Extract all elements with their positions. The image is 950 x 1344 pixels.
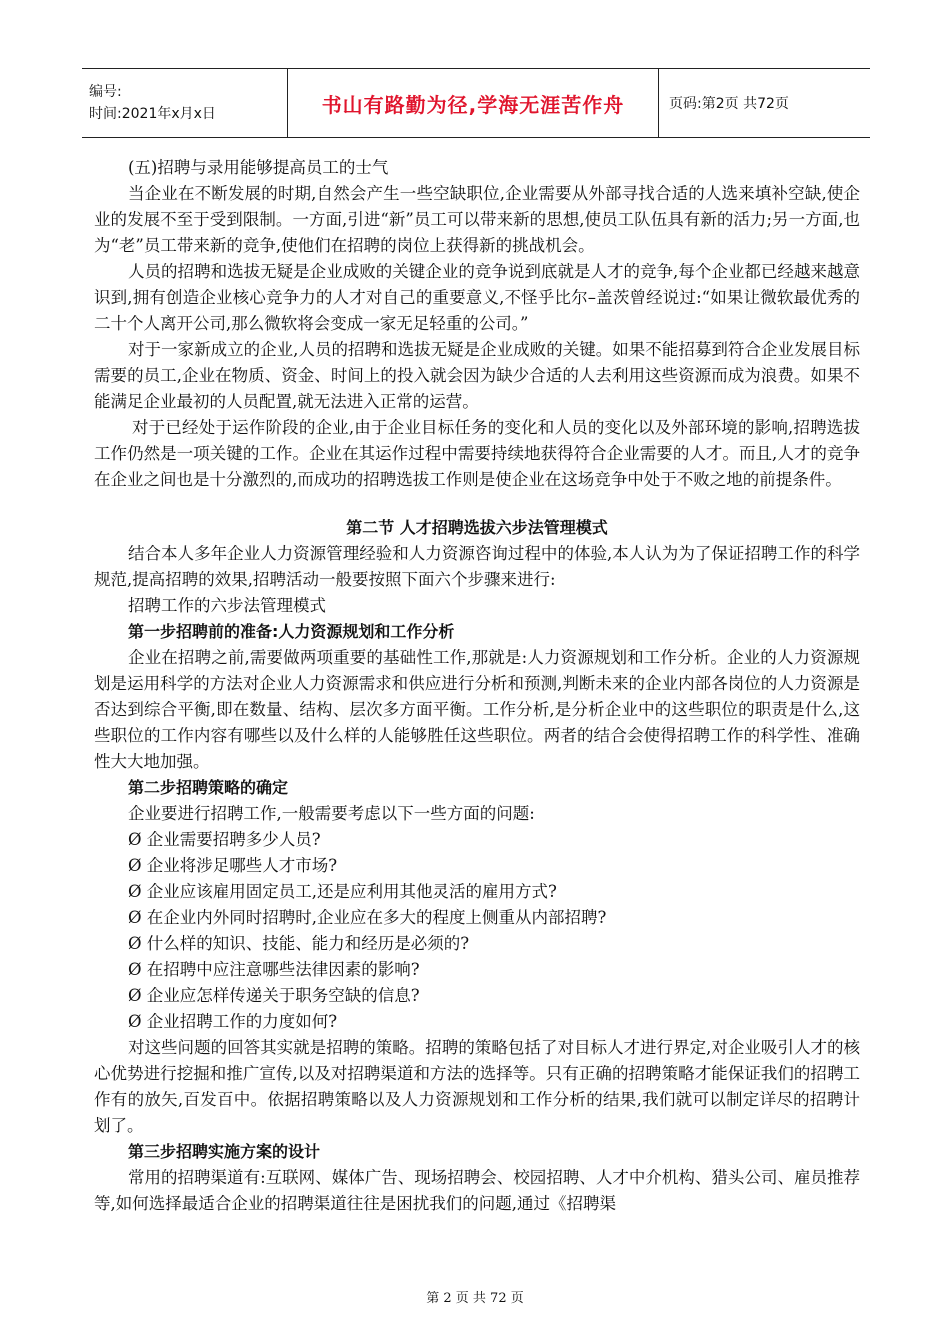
paragraph: 对这些问题的回答其实就是招聘的策略。招聘的策略包括了对目标人才进行界定,对企业吸引人才的核心优势进行挖掘和推广宣传,以及对招聘渠道和方法的选择等。只有正确的招聘策略才能保证我们的招聘工作有的放矢,百发百中。依据招聘策略以及人力资源规划和工作分析的结果,我们就可以制定详尽的招聘计划了。 [94, 1038, 860, 1135]
bullet-item: Ø 什么样的知识、技能、能力和经历是必须的? [128, 934, 470, 953]
header-page-cell [659, 69, 870, 137]
paragraph: 对于已经处于运作阶段的企业,由于企业目标任务的变化和人员的变化以及外部环境的影响,招聘选拔工作仍然是一项关键的工作。企业在其运作过程中需要持续地获得符合企业需要的人才。而且,人才的竞争在企业之间也是十分激烈的,而成功的招聘选拔工作则是使企业在这场竞争中处于不败之地的前提条件。 [94, 418, 860, 489]
header-time-label: 时间:2021年x月x日 [89, 106, 216, 122]
bullet-item: Ø 企业将涉足哪些人才市场? [128, 856, 338, 875]
bullet-item: Ø 在招聘中应注意哪些法律因素的影响? [128, 960, 420, 979]
section-title: 第二节 人才招聘选拔六步法管理模式 [346, 518, 608, 537]
paragraph: 人员的招聘和选拔无疑是企业成败的关键企业的竞争说到底就是人才的竞争,每个企业都已经越来越意识到,拥有创造企业核心竞争力的人才对自己的重要意义,不怪乎比尔–盖茨曾经说过:“如果让微软最优秀的二十个人离开公司,那么微软将会变成一家无足轻重的公司。” [94, 262, 860, 333]
step-heading: 第二步招聘策略的确定 [128, 778, 289, 797]
paragraph: 当企业在不断发展的时期,自然会产生一些空缺职位,企业需要从外部寻找合适的人选来填补空缺,使企业的发展不至于受到限制。一方面,引进“新”员工可以带来新的思想,使员工队伍具有新的活力;另一方面,也为“老”员工带来新的竞争,使他们在招聘的岗位上获得新的挑战机会。 [94, 184, 860, 255]
paragraph: 常用的招聘渠道有:互联网、媒体广告、现场招聘会、校园招聘、人才中介机构、猎头公司、雇员推荐等,如何选择最适合企业的招聘渠道往往是困扰我们的问题,通过《招聘渠 [94, 1168, 860, 1213]
paragraph: 对于一家新成立的企业,人员的招聘和选拔无疑是企业成败的关键。如果不能招募到符合企业发展目标需要的员工,企业在物质、资金、时间上的投入就会因为缺少合适的人去利用这些资源而成为浪费。如果不能满足企业最初的人员配置,就无法进入正常的运营。 [94, 340, 860, 411]
bullet-item: Ø 企业需要招聘多少人员? [128, 830, 321, 849]
document-body [94, 155, 860, 1217]
page-header [82, 68, 870, 138]
step-heading: 第三步招聘实施方案的设计 [128, 1142, 321, 1161]
page-footer: 第 2 页 共 72 页 [426, 1291, 524, 1306]
paragraph: 企业要进行招聘工作,一般需要考虑以下一些方面的问题: [128, 804, 535, 823]
header-meta [82, 69, 288, 137]
bullet-item: Ø 企业应该雇用固定员工,还是应利用其他灵活的雇用方式? [128, 882, 557, 901]
paragraph: 企业在招聘之前,需要做两项重要的基础性工作,那就是:人力资源规划和工作分析。企业的人力资源规划是运用科学的方法对企业人力资源需求和供应进行分析和预测,判断未来的企业内部各岗位的人力资源是否达到综合平衡,即在数量、结构、层次多方面平衡。工作分析,是分析企业中的这些职位的职责是什么,这些职位的工作内容有哪些以及什么样的人能够胜任这些职位。两者的结合会使得招聘工作的科学性、准确性大大地加强。 [94, 648, 860, 771]
paragraph: 结合本人多年企业人力资源管理经验和人力资源咨询过程中的体验,本人认为为了保证招聘工作的科学规范,提高招聘的效果,招聘活动一般要按照下面六个步骤来进行: [94, 544, 860, 589]
bullet-item: Ø 在企业内外同时招聘时,企业应在多大的程度上侧重从内部招聘? [128, 908, 607, 927]
step-heading: 第一步招聘前的准备:人力资源规划和工作分析 [128, 622, 455, 641]
bullet-item: Ø 企业招聘工作的力度如何? [128, 1012, 338, 1031]
bullet-item: Ø 企业应怎样传递关于职务空缺的信息? [128, 986, 420, 1005]
paragraph: (五)招聘与录用能够提高员工的士气 [128, 158, 389, 177]
header-code-label: 编号: [89, 84, 122, 100]
paragraph: 招聘工作的六步法管理模式 [128, 596, 326, 615]
header-motto: 书山有路勤为径,学海无涯苦作舟 [321, 92, 625, 117]
header-motto-cell [288, 69, 659, 137]
header-page-label: 页码:第2页 共72页 [669, 96, 789, 112]
